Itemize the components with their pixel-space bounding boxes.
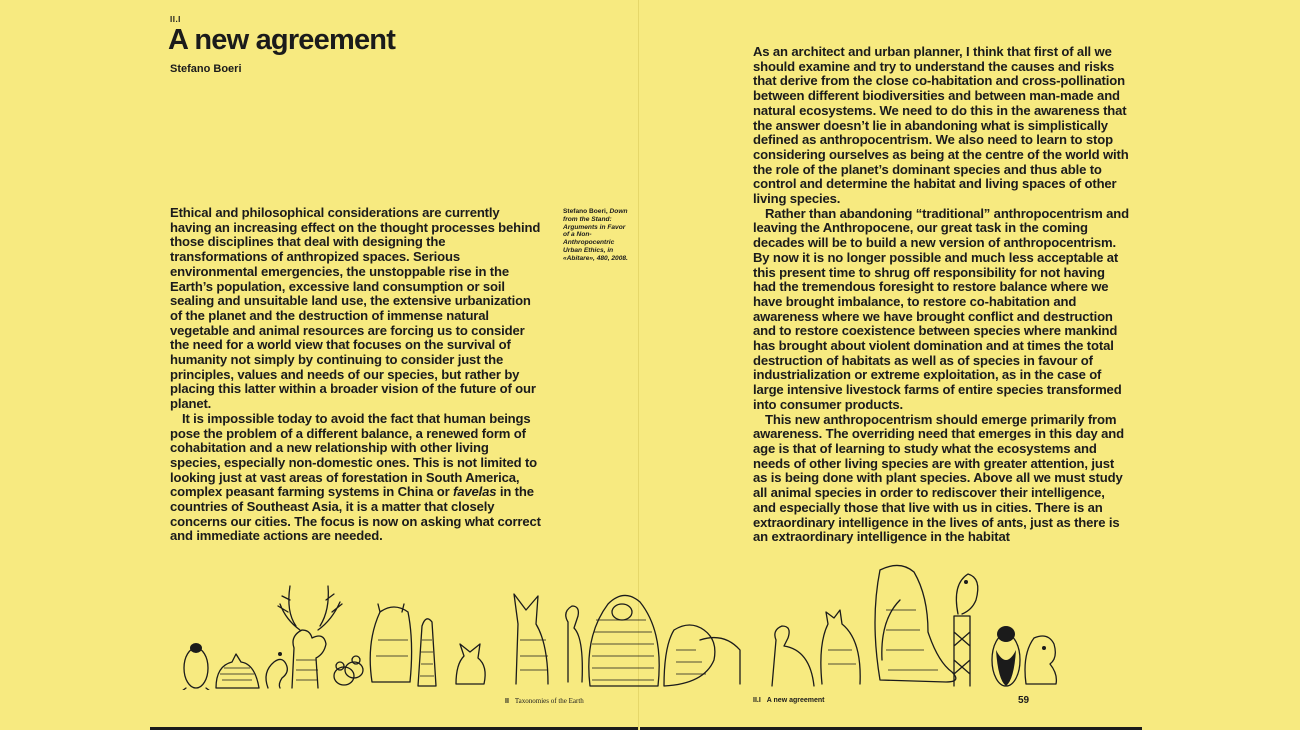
section-number: II.I <box>170 15 181 24</box>
seal-icon <box>1025 636 1056 684</box>
footer-left: II Taxonomies of the Earth <box>505 697 584 705</box>
right-column-text <box>753 45 1129 545</box>
mice-icon <box>334 656 363 685</box>
puffin-icon <box>992 626 1020 686</box>
cat-icon <box>216 654 259 688</box>
elephant-icon <box>875 565 956 682</box>
sidenote-work-title: Down from the Stand: Arguments in Favor of a Non-Anthropocentric Urban Ethics <box>563 208 628 254</box>
paragraph: Ethical and philosophical considerations are currently having an increasing effect on the thought processes behind those disciplines that deal with designing the transformations of anthropized spaces. Serious environmental emergencies, the unstoppable rise in the Earth’s population, excessive land consumption or soil sealing and unsuitable land use, the extensive urbanization of the planet and the destruction of immense natural vegetable and animal resources are forcing us to consider the need for a world view that focuses on the survival of humanity not simply by continuing to consider just the principles, values and needs of our species, but rather by placing this latter within a broader vision of the future of our planet. <box>170 205 541 412</box>
heron-icon <box>566 606 583 682</box>
page-number: 59 <box>1018 695 1030 706</box>
egret-icon <box>772 626 814 686</box>
paragraph: Rather than abandoning “traditional” anthropocentrism and leaving the Anthropocene, our great task in the coming decades will be to build a new version of anthropocentrism. By now it is no longer possible and much less acceptable at this present time to shrug off responsibility for not having had the tremendous foresight to restore balance where we have brought imbalance, to restore co-habitation and awareness where we have brought conflict and destruction and to restore coexistence between species where mankind has brought about violent domination and at times the total destruction of habitats as well as of species in favour of industrialization or extreme exploitation, as in the case of large intensive livestock farms of entire species transformed into consumer products. <box>753 205 1129 412</box>
fox-icon <box>456 644 485 684</box>
dinosaur-icon <box>664 625 740 686</box>
kangaroo-icon <box>821 610 860 684</box>
sidenote: Stefano Boeri, Down from the Stand: Arguments in Favor of a Non-Anthropocentric Urban Ethics, in «Abitare», 480, 2008. <box>563 208 628 262</box>
penguin-icon <box>182 643 210 690</box>
crocodile-icon <box>418 619 436 686</box>
bird-icon <box>266 652 287 688</box>
page-title: A new agreement <box>168 24 396 56</box>
italic-term: favelas <box>453 484 497 500</box>
author-name: Stefano Boeri <box>170 63 242 75</box>
paragraph: As an architect and urban planner, I think that first of all we should examine and try to understand the causes and risks that derive from the close co-habitation and cross-pollination between different biodiversities and between man-made and natural ecosystems. We need to do this in the awareness that the answer doesn’t lie in abandoning what is simplistically defined as anthropocentrism. We also need to learn to stop considering ourselves as being at the centre of the world with the role of the planet’s dominant species and thus able to control and determine the habitat and living spaces of other living species. <box>753 44 1129 207</box>
hippo-icon <box>370 604 411 682</box>
left-column-text <box>170 206 542 544</box>
paragraph: This new anthropocentrism should emerge primarily from awareness. The overriding need that emerges in this day and age is that of learning to study what the ecosystems and needs of other living species are with greater attention, just as is being done with plant species. Above all we must study all animal species in order to rediscover their intelligence, and especially those that live with us in cities. There is an extraordinary intelligence in the lives of ants, just as there is an extraordinary intelligence in the habitat <box>753 411 1124 545</box>
deer-icon <box>278 586 342 688</box>
gorilla-icon <box>589 595 659 686</box>
footer-right: II.I A new agreement <box>753 697 825 704</box>
paragraph: It is impossible today to avoid the fact that human beings pose the problem of a different balance, a renewed form of cohabitation and a new relationship with other living species, especially non-domestic ones. This is not limited to looking just at vast areas of forestation in South America, complex peasant farming systems in China or favelas in the countries of Southeast Asia, it is a matter that closely concerns our cities. The focus is now on asking what correct and immediate actions are needed. <box>170 410 541 544</box>
animal-illustration <box>0 560 1300 690</box>
parrot-icon <box>954 574 978 686</box>
wolf-icon <box>514 594 548 684</box>
